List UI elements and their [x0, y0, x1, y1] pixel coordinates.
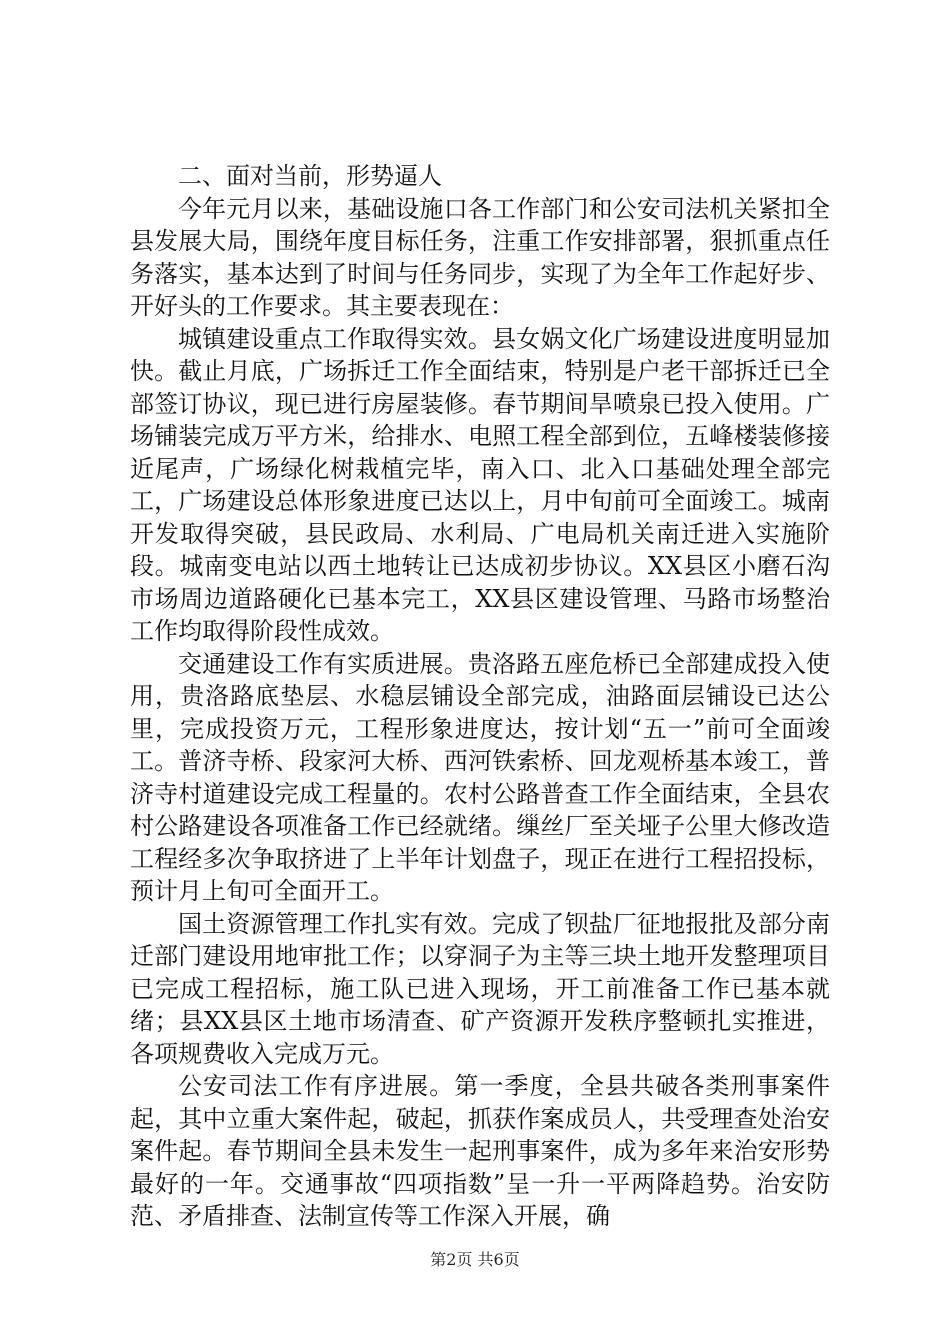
paragraph-public-security: 公安司法工作有序进展。第一季度，全县共破各类刑事案件起，其中立重大案件起，破起，抓获作案成员人，共受理查处治安案件起。春节期间全县未发生一起刑事案件，成为多年来治安形势最好的一年。交通事故“四项指数”呈一升一平两降趋势。治安防范、矛盾排查、法制宣传等工作深入开展，确: [130, 1072, 830, 1230]
paragraph-intro: 今年元月以来，基础设施口各工作部门和公安司法机关紧扣全县发展大局，围绕年度目标任务，注重工作安排部署，狠抓重点任务落实，基本达到了时间与任务同步，实现了为全年工作起好步、开好头的工作要求。其主要表现在：: [130, 194, 830, 320]
document-body: [130, 160, 830, 1233]
paragraph-transport: 交通建设工作有实质进展。贵洛路五座危桥已全部建成投入使用，贵洛路底垫层、水稳层铺设全部完成，油路面层铺设已达公里，完成投资万元，工程形象进度达，按计划“五一”前可全面竣工。普济寺桥、段家河大桥、西河铁索桥、回龙观桥基本竣工，普济寺村道建设完成工程量的。农村公路普查工作全面结束，全县农村公路建设各项准备工作已经就绪。缫丝厂至关垭子公里大修改造工程经多次争取挤进了上半年计划盘子，现正在进行工程招投标，预计月上旬可全面开工。: [130, 649, 830, 905]
paragraph-urban-construction: 城镇建设重点工作取得实效。县女娲文化广场建设进度明显加快。截止月底，广场拆迁工作全面结束，特别是户老干部拆迁已全部签订协议，现已进行房屋装修。春节期间旱喷泉已投入使用。广场铺装完成万平方米，给排水、电照工程全部到位，五峰楼装修接近尾声，广场绿化树栽植完毕，南入口、北入口基础处理全部完工，广场建设总体形象进度已达以上，月中旬前可全面竣工。城南开发取得突破，县民政局、水利局、广电局机关南迁进入实施阶段。城南变电站以西土地转让已达成初步协议。XX县区小磨石沟市场周边道路硬化已基本完工，XX县区建设管理、马路市场整治工作均取得阶段性成效。: [130, 324, 830, 645]
paragraph-land-resources: 国土资源管理工作扎实有效。完成了钡盐厂征地报批及部分南迁部门建设用地审批工作；以穿洞子为主等三块土地开发整理项目已完成工程招标，施工队已进入现场，开工前准备工作已基本就绪；县XX县区土地市场清查、矿产资源开发秩序整顿扎实推进，各项规费收入完成万元。: [130, 909, 830, 1068]
section-heading: 二、面对当前，形势逼人: [178, 162, 442, 190]
page-number: 第2页 共6页: [430, 1250, 520, 1269]
